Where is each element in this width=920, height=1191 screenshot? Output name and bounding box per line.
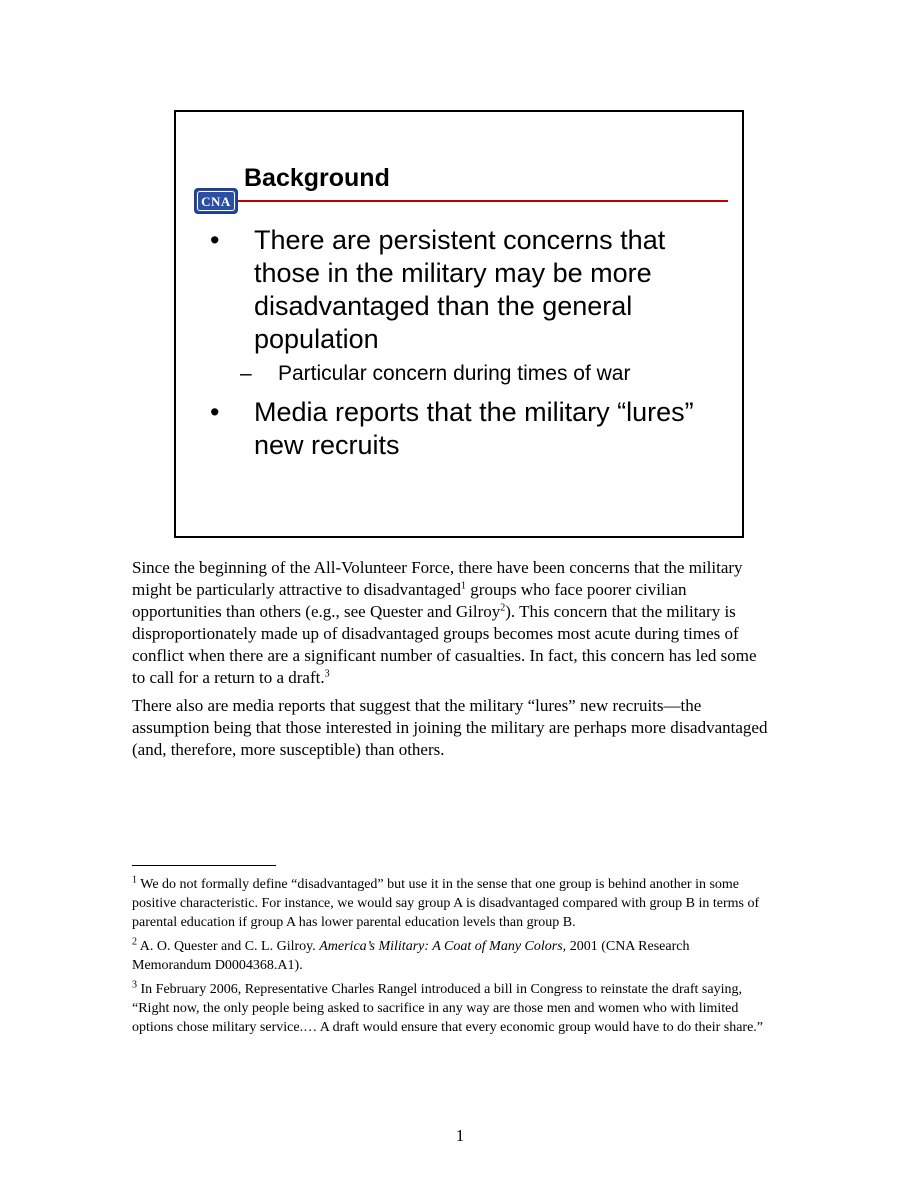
bullet-item	[206, 396, 726, 462]
body-text	[132, 557, 772, 767]
footnote-ref: 2	[500, 602, 506, 614]
text-run: ). This concern that the military is disproportionately made up of disadvantaged groups becomes most acute during times of conflict when there are a significant number of casualties. In fact, this concern has led some to call for a return to a draft.	[132, 602, 757, 687]
footnote-ref: 3	[324, 668, 330, 680]
footnote-number: 3	[132, 979, 137, 991]
bullet-item	[206, 224, 726, 356]
footnote-ref: 1	[461, 580, 467, 592]
sub-bullet-item	[206, 360, 726, 388]
footnote-number: 2	[132, 936, 137, 948]
text-run: groups who face poorer civilian opportunities than others (e.g., see Quester and Gilroy	[132, 580, 687, 621]
title-rule	[238, 200, 728, 202]
slide-title: Background	[244, 164, 390, 192]
footnote-text: 2001 (CNA Research Memorandum D0004368.A1).	[132, 939, 690, 973]
footnotes	[132, 875, 772, 1042]
footnote-text: We do not formally define “disadvantaged” but use it in the sense that one group is behind another in some positive characteristic. For instance, we would say group A is disadvantaged compared with group B in terms of parental education if group A has lower parental education levels than group B.	[132, 877, 760, 930]
cna-logo-frame	[197, 191, 235, 211]
sub-bullet-glyph: –	[240, 362, 252, 385]
paragraph: There also are media reports that suggest that the military “lures” new recruits—the assumption being that those interested in joining the military are perhaps more disadvantaged (and, therefore, more susceptible) than others.	[132, 696, 768, 759]
page-number: 1	[455, 1126, 465, 1145]
text-run: Since the beginning of the All-Volunteer Force, there have been concerns that the military might be particularly attractive to disadvantaged	[132, 558, 743, 599]
cna-logo	[194, 188, 238, 214]
footnote-text: A. O. Quester and C. L. Gilroy.	[137, 939, 320, 954]
footnote	[132, 875, 772, 932]
cna-logo-text: CNA	[201, 193, 231, 209]
paragraph	[132, 557, 772, 689]
bullet-text: Media reports that the military “lures” new recruits	[254, 397, 694, 460]
footnote-separator	[132, 865, 276, 866]
slide-figure	[174, 110, 744, 538]
footnote-text: In February 2006, Representative Charles Rangel introduced a bill in Congress to reinstate the draft saying, “Right now, the only people being asked to sacrifice in any way are those men and women who with limited options chose military service.… A draft would ensure that every economic group would have to do their share.”	[132, 982, 763, 1035]
footnote-number: 1	[132, 874, 137, 886]
bullet-text: There are persistent concerns that those in the military may be more disadvantaged than the general population	[254, 225, 666, 354]
bullet-glyph: •	[210, 397, 220, 427]
footnote-citation-title: America’s Military: A Coat of Many Colors,	[319, 939, 567, 954]
bullet-glyph: •	[210, 225, 220, 255]
footnote	[132, 980, 772, 1037]
footnote	[132, 937, 772, 975]
slide-bullets	[206, 224, 726, 466]
sub-bullet-text: Particular concern during times of war	[278, 362, 631, 385]
